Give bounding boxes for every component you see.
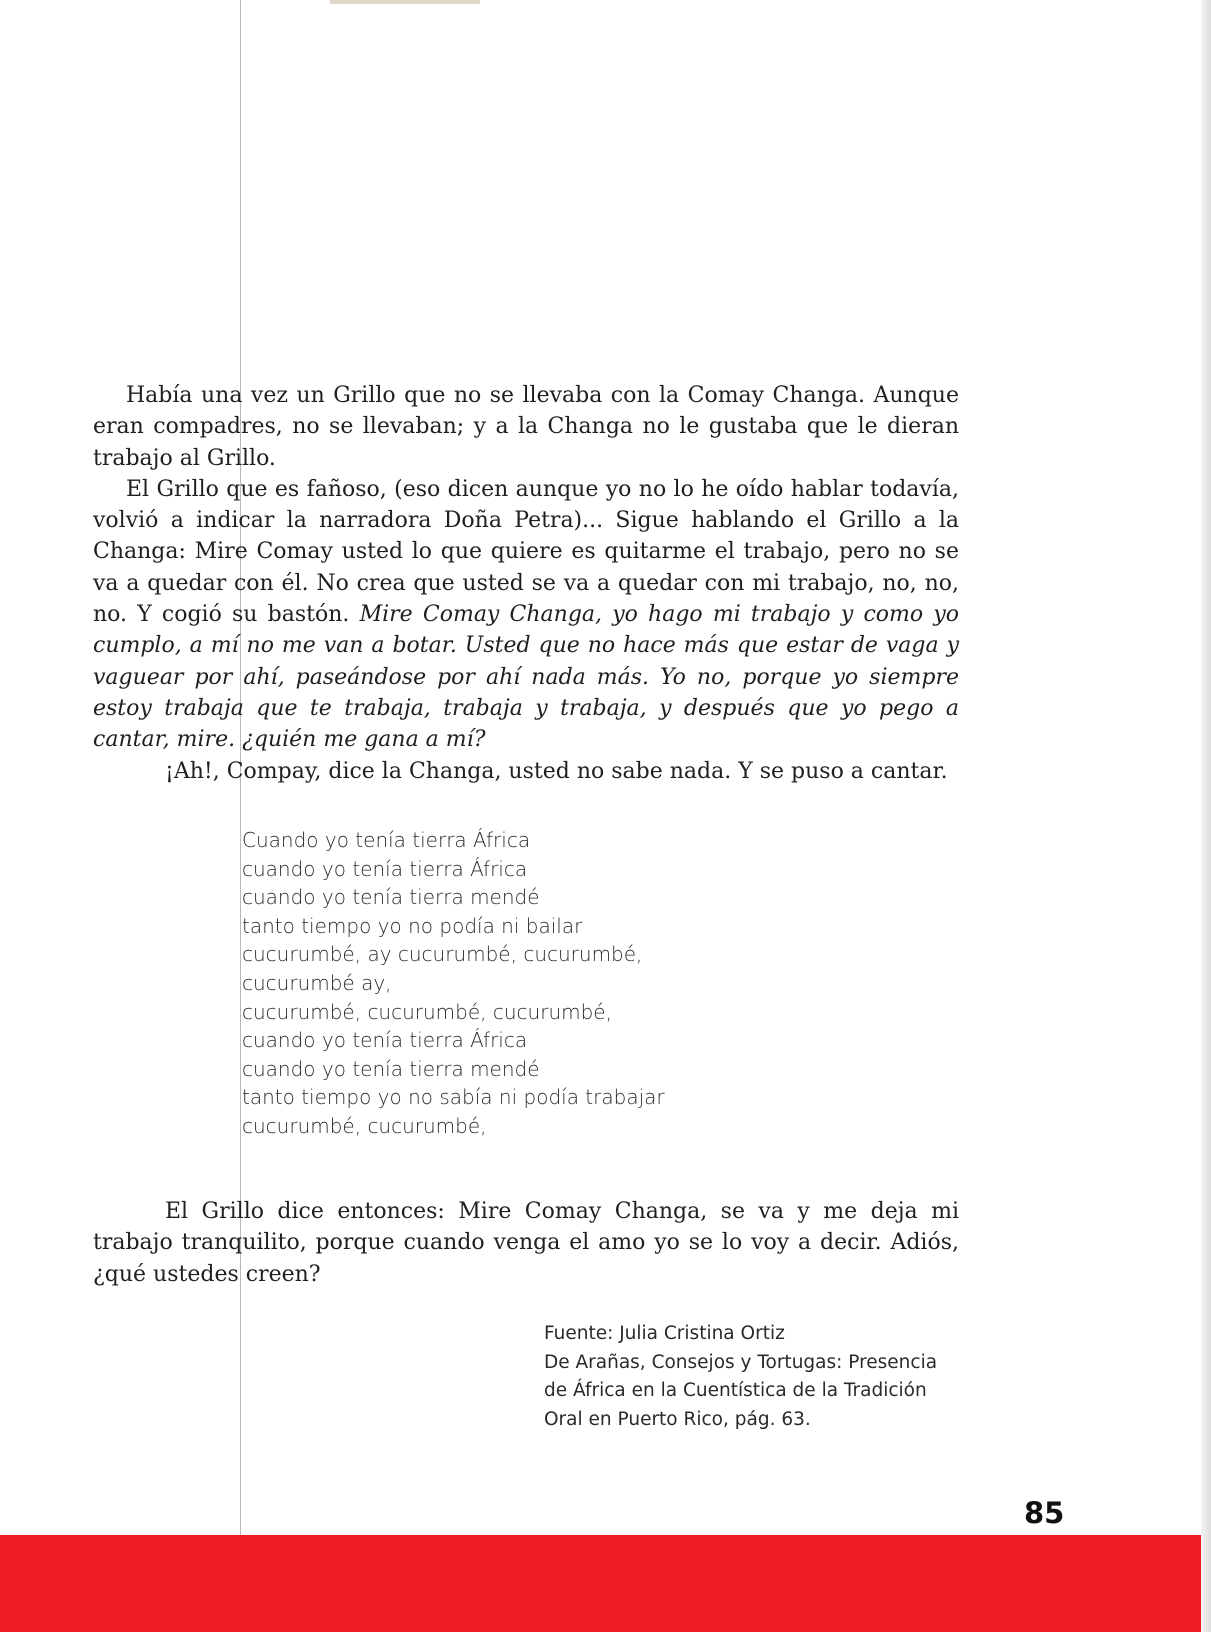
top-edge-mark xyxy=(330,0,480,4)
song-line: cucurumbé, cucurumbé, cucurumbé, xyxy=(242,999,612,1024)
song-line: cucurumbé ay, xyxy=(242,970,392,995)
story-paragraph-2-italic: Mire Comay Changa, yo hago mi trabajo y como yo cumplo, a mí no me van a botar. Usted que no hace más que estar de vaga y vaguear por ahí, paseándose por ahí nada más. Yo no, porque yo siempre estoy trabaja que te trabaja, trabaja y trabaja, y después que yo pego a cantar, mire. ¿quién me gana a mí? xyxy=(93,602,959,753)
page-right-edge xyxy=(1201,0,1211,1632)
ending-paragraph: El Grillo dice entonces: Mire Comay Changa, se va y me deja mi trabajo tranquilito, porque cuando venga el amo yo se lo voy a decir. Adiós, ¿qué ustedes creen? xyxy=(93,1199,959,1287)
song-line: tanto tiempo yo no sabía ni podía trabajar xyxy=(242,1085,665,1110)
footer-red-bar xyxy=(0,1535,1201,1632)
story-paragraph-1: Había una vez un Grillo que no se llevaba con la Comay Changa. Aunque eran compadres, no se llevaban; y a la Changa no le gustaba que le dieran trabajo al Grillo. xyxy=(93,383,959,471)
story-text xyxy=(93,380,959,787)
source-line: de África en la Cuentística de la Tradición xyxy=(544,1380,927,1402)
source-line: Fuente: Julia Cristina Ortiz xyxy=(544,1323,785,1344)
page-number: 85 xyxy=(1024,1496,1065,1530)
source-line: De Arañas, Consejos y Tortugas: Presencia xyxy=(544,1351,938,1373)
song-line: tanto tiempo yo no podía ni bailar xyxy=(242,913,583,938)
fold-line xyxy=(240,0,241,1632)
song-line: cuando yo tenía tierra mendé xyxy=(242,1056,540,1081)
source-citation xyxy=(544,1320,964,1434)
story-paragraph-2-plain: El Grillo que es fañoso, (eso dicen aunque yo no lo he oído hablar todavía, volvió a indicar la narradora Doña Petra)... Sigue hablando el Grillo a la Changa: Mire Comay usted lo que quiere es quitarme el trabajo, pero no se va a quedar con él. No crea que usted se va a quedar con mi trabajo, no, no, no. Y cogió su bastón. xyxy=(93,476,959,628)
ending-text xyxy=(93,1196,959,1290)
song-line: cuando yo tenía tierra África xyxy=(242,1028,528,1053)
song-line: cuando yo tenía tierra África xyxy=(242,856,528,881)
source-line: Oral en Puerto Rico, pág. 63. xyxy=(544,1408,811,1430)
song-line: Cuando yo tenía tierra África xyxy=(242,828,531,852)
song-line: cucurumbé, ay cucurumbé, cucurumbé, xyxy=(242,942,643,967)
song-line: cuando yo tenía tierra mendé xyxy=(242,885,540,910)
story-paragraph-3: ¡Ah!, Compay, dice la Changa, usted no sabe nada. Y se puso a cantar. xyxy=(165,758,948,784)
story-paragraph-2 xyxy=(93,474,959,756)
song-verse xyxy=(242,826,665,1141)
song-line: cucurumbé, cucurumbé, xyxy=(242,1113,487,1138)
